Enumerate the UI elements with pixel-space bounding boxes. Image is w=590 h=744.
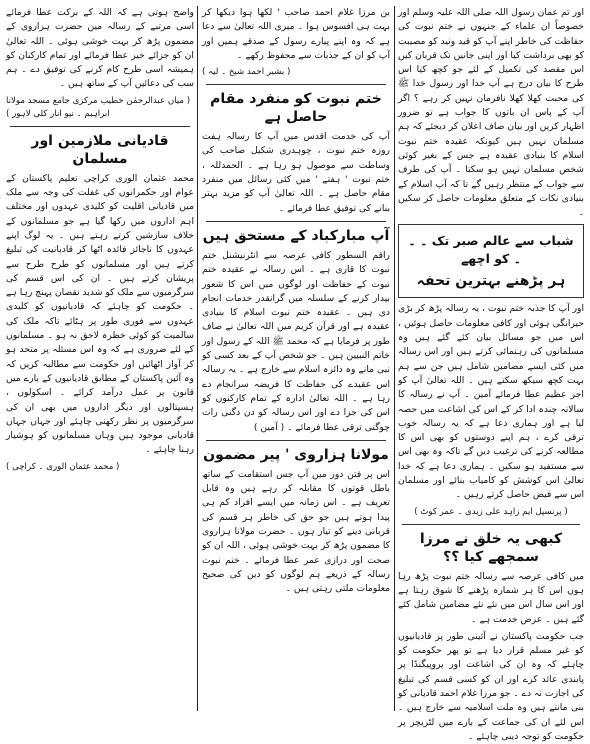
letter-headline: کبھی یہ خلق نے مرزا سمجھے کیا ؟؟ [419,530,563,565]
letter-signature: ( پرنسپل ایم زاہد علی زیدی ۔ عمر کوٹ ) [414,506,568,517]
letter-paragraph: واضح ہوتی ہے کہ اللہ کے برکت عطا فرمائے اسی مرتبے کے رسالہ میں حضرت ہزاروی کے مضمون پڑھ کر بہت خوشی ہوئی ۔ اللہ تعالیٰ ان کو جزائے خیر عطا فرمائے اور تمام کارکنان کو ہمیشہ اسی طرح کام کرنے کی توفیق دے ۔ ہم سب کی دعائیں آپ کے ساتھ ہیں ۔ [6,7,194,90]
letter-paragraph: محمد عثمان الوری کراچی تعلیم پاکستان کے عوام اور حکمرانوں کی غفلت کی وجہ سے ملک میں قادیانی اقلیت کو کلیدی عہدوں اور مختلف اہم اداروں میں رکھا گیا ہے جو مسلمانوں کے خلاف سازشیں کرتے رہتے ہیں ۔ یہ لوگ اپنے عہدوں کا ناجائز فائدہ اٹھا کر قادیانیت کی تبلیغ کرتے ہیں اور مسلمانوں کو طرح طرح سے پریشان کرتے ہیں ۔ ان کی اس قسم کی سرگرمیوں سے ملک کو شدید نقصان پہنچ رہا ہے ۔ حکومت کو چاہئے کہ قادیانیوں کو کلیدی عہدوں سے فوری طور پر ہٹائے تاکہ ملک کی سالمیت کو کوئی خطرہ لاحق نہ ہو ۔ مسلمانوں کے لئے ضروری ہے کہ وہ اس مسئلہ پر متحد ہو کر آواز اٹھائیں اور حکومت سے مطالبہ کریں کہ وہ آئین پاکستان کے مطابق قادیانیوں کے بارے میں قانون پر عمل درآمد کرائے ۔ اسکولوں ، ہسپتالوں اور دیگر اداروں میں بھی ان کی سرگرمیوں پر نظر رکھنی چاہئے اور جہاں جہاں قادیانی موجود ہیں وہاں مسلمانوں کو ہوشیار رہنا چاہئے ۔ [6,172,194,456]
letter-signature: ( بشیر احمد شیخ ۔ لیہ ) [202,67,291,78]
section-divider [206,440,386,441]
letter-paragraph: راقم السطور کافی عرصہ سے انٹرنیشنل ختم نبوت کا قاری ہے ۔ اس رسالہ نے عقیدہ ختم نبوت کے حفاظت اور لوگوں میں اس کا شعور بیدار کرنے کے سلسلہ میں گرانقدر خدمات انجام دی ہیں ۔ عقیدہ ختم نبوت اسلام کا بنیادی عقیدہ ہے اور قرآن کریم میں اللہ تعالیٰ نے صاف طور پر فرمایا ہے کہ محمد ﷺ اللہ کے رسول اور خاتم النبیین ہیں ۔ جو شخص آپ کے بعد کسی کو نبی مانے وہ دائرہ اسلام سے خارج ہے ۔ یہ رسالہ اس عقیدے کی حفاظت کا فریضہ سرانجام دے رہا ہے ۔ اللہ تعالیٰ ادارہ کے تمام کارکنوں کو اس کی جزا دے اور اس رسالہ کو دن دگنی رات چوگنی ترقی عطا فرمائے ۔ ( آمین ) [202,249,390,433]
left-column [6,6,194,711]
letter-headline: مولانا ہزاروی ' پیر مضمون [203,446,389,463]
letter-headline: آپ مبارکباد کے مستحق ہیں [202,227,390,244]
middle-column [202,6,390,711]
letter-paragraph: اور آپ کا جذبہ ختم نبوت ، یہ رسالہ پڑھ کر بڑی حیرانگی ہوئی اور کافی معلومات حاصل ہوئیں ، اس میں جو مسائل بیان کئے گئے ہیں وہ مسلمانوں کی رہنمائی کرتے ہیں اور اس رسالہ میں کئی ایسے مضامین شامل ہیں جن سے ہم بہت کچھ سیکھ سکتے ہیں ۔ اللہ تعالیٰ آپ کو اجر عظیم عطا فرمائے آمین ۔ آپ نے رسالہ کا سالانہ چندہ ادا کر کے اس کی اشاعت میں حصہ لیا ہے اور ہماری دعا ہے کہ یہ رسالہ خوب ترقی کرے ، ہم اپنے دوستوں کو بھی اس کا مطالعہ کرنے کی ترغیب دیں گے تاکہ وہ بھی اس سے مستفید ہو سکیں ۔ ہماری دعا ہے کہ خدا تعالیٰ اس کوشش کو کامیاب بنائے اور مسلمان اس سے فیض حاصل کرتے رہیں ۔ [398,303,584,501]
section-divider [206,221,386,222]
letter-signature: ( میاں عبدالرحمٰن خطیب مرکزی جامع مسجد مولانا ابراہیم ۔ نیو انار کلی لاہور ) [6,95,191,119]
letter-headline: شباب سے عالم صبر تک ۔ ۔ ۔ کو اچھے [408,233,574,267]
letter-paragraph: میں کافی عرصہ سے رسالہ ختم نبوت پڑھ رہا ہوں اس کا ہر شمارہ پڑھنے کا شوق رہتا ہے اور اس سال اس میں نئے نئے مضامین شامل کئے گئے ہیں ۔ عرض خدمت ہے ۔ [398,570,584,625]
headline-box [398,224,584,298]
letter-paragraph: آپ کی خدمت اقدس میں آپ کا رسالہ ہفت روزہ ختم نبوت ، چوہدری شکیل صاحب کی وساطت سے موصول ہو رہا ہے ۔ الحمدللہ ، ختم نبوت ' ہفتے ' میں کئی رسائل میں منفرد مقام حاصل ہے ۔ اللہ تعالیٰ آپ کو مزید بہتر بنانے کی توفیق عطا فرمائے ۔ [202,131,390,214]
section-divider [206,84,386,85]
column-divider [394,6,395,711]
section-divider [402,524,580,525]
letter-paragraph: بن مرزا غلام احمد صاحب ' لکھا ہوا دیکھا کر بہت ہی افسوس ہوا ۔ میری اللہ تعالیٰ سے دعا ہے کہ وہ اپنے پیارے رسول کے صدقے ہمیں اور آپ کو ان کے جذبات سے محفوظ رکھے ۔ [202,7,390,61]
column-divider [197,6,198,711]
letter-signature: ( محمد عثمان الوری ۔ کراچی ) [6,461,120,472]
letter-paragraph: اور تم عمان رسول اللہ صلی اللہ علیہ وسلم اور خصوصاً ان علماء کے جنہوں نے ختم نبوت کی حفاظت کی خاطر اپنے آپ کو قید ونید کو مصیبت کو بھی برداشت کیا اور اپنی جانیں تک قربان کیں اس مقصد کی تکمیل کے لئے جو کچھ کیا اس طرح کا بیان درج ہے آپ خدا اور رسول خدا ﷺ کی محبت کھلا کھلا نافرمان نہیں کر رہے ؟ اگر آپ کے پاس ان باتوں کا جواب ہے تو ضرور اظہار کریں اور بیان صاف اعلان کر دیجئے کہ ہم مسلمان نہیں ہیں کیونکہ عقیدہ ختم نبوت اسلام کا بنیادی عقیدہ ہے جس کے بغیر کوئی شخص مسلمان نہیں ہو سکتا ۔ آپ کی طرف سے جواب کے منتظر رہیں گے تا کہ آپ اسلام کے بنیادی نکات کے متعلق معلومات حاصل کر سکیں ۔ [398,7,584,219]
letter-headline: ہر پڑھنے بہترین تحفہ [416,273,566,290]
right-column [398,6,584,742]
letter-paragraph: جب حکومت پاکستان نے آئینی طور پر قادیانیوں کو غیر مسلم قرار دیا ہے تو پھر حکومت کو چاہئے کہ وہ ان کی اشاعت اور پروپیگنڈا پر پابندی عائد کرے اور ان کو کسی قسم کی تبلیغ کی اجازت نہ دے ۔ جو مرزا غلام احمد قادیانی کو بنی مانتے ہیں وہ ملت اسلامیہ سے خارج ہیں ۔ اس لئے ان کی جماعت کے بارے میں لٹریچر پر حکومت کو توجہ دینی چاہئے ۔ [398,630,584,742]
letter-headline: قادیانی ملازمین اور مسلمان [31,132,169,167]
section-divider [10,126,190,127]
letter-headline: ختم نبوت کو منفرد مقام حاصل ہے [210,91,382,126]
letter-paragraph: اس پر فتن دور میں آپ جس استقامت کے ساتھ باطل قوتوں کا مقابلہ کر رہے ہیں وہ قابل تعریف ہے ۔ اس زمانہ میں ایسے افراد کم ہی پیدا ہوتے ہیں جو حق کی خاطر ہر قسم کی قربانی دینے کو تیار ہوں ۔ حضرت مولانا ہزاروی کا مضمون پڑھ کر بہت خوشی ہوئی ، اللہ ان کو صحت اور درازی عمر عطا فرمائے ۔ ختم نبوت رسالہ کے ذریعے ہم لوگوں کو دین کی صحیح معلومات ملتی رہتی ہیں ۔ [202,468,390,595]
